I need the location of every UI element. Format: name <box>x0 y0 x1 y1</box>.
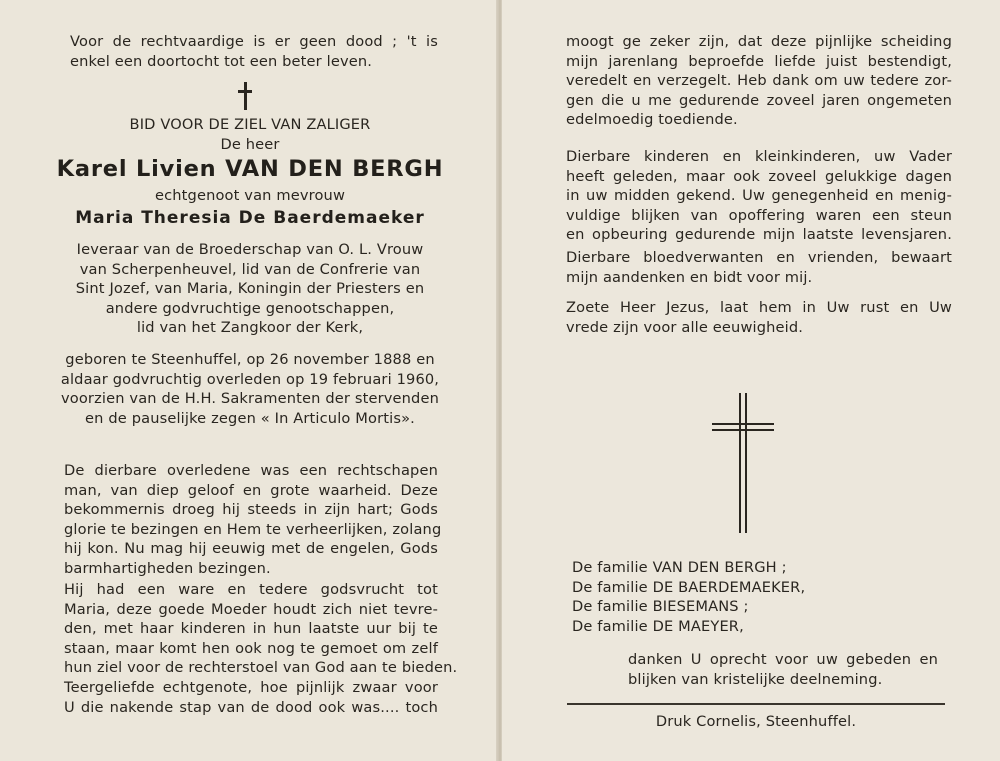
text-line: in uw midden gekend. Uw genegenheid en menig- <box>566 187 952 205</box>
left-page <box>0 0 498 761</box>
text-line: Zoete Heer Jezus, laat hem in Uw rust en Uw <box>566 299 952 316</box>
text-line: U die nakende stap van de dood ook was.... toch <box>64 698 438 716</box>
text-line: Ieveraar van de Broederschap van O. L. Vrouw <box>76 241 424 258</box>
text-line: en de pauselijke zegen « In Articulo Mortis». <box>85 409 415 427</box>
memberships <box>40 240 460 338</box>
life-dates <box>40 350 460 428</box>
text-line: De dierbare overledene was een rechtschapen <box>64 462 438 479</box>
text-line: danken U oprecht voor uw gebeden en <box>628 651 938 668</box>
prayer-line: BID VOOR DE ZIEL VAN ZALIGER <box>129 116 371 133</box>
paragraph-1 <box>566 32 952 130</box>
text-line: vuldige blijken van opoffering waren een steun <box>566 206 952 224</box>
text-line: Maria, deze goede Moeder houdt zich niet tevre- <box>64 600 438 618</box>
text-line: glorie te bezingen en Hem te verheerlijken, zolang <box>64 520 442 538</box>
text-line: hij kon. Nu mag hij eeuwig met de engelen, Gods <box>64 540 438 558</box>
text-line: Sint Jozef, van Maria, Koningin der Priesters en <box>75 280 425 298</box>
text-line: veredelt en verzegelt. Heb dank om uw tedere zor- <box>566 72 952 90</box>
text-line: bekommernis droeg hij steeds in zijn hart; Gods <box>64 501 438 519</box>
text-line: Teergeliefde echtgenote, hoe pijnlijk zwaar voor <box>64 679 438 696</box>
text-line: moogt ge zeker zijn, dat deze pijnlijke scheiding <box>566 33 952 50</box>
text-line: heeft geleden, maar ook zoveel gelukkige dagen <box>566 167 952 185</box>
paragraph-4 <box>566 298 952 337</box>
family-line: De familie VAN DEN BERGH ; <box>572 559 787 576</box>
paragraph-2 <box>64 580 458 678</box>
title-line: De heer <box>220 136 280 153</box>
text-line: en opbeuring gedurende mijn laatste levensjaren. <box>566 226 952 244</box>
paragraph-1 <box>64 461 442 579</box>
text-line: andere godvruchtige genootschappen, <box>105 299 395 317</box>
printer-credit: Druk Cornelis, Steenhuffel. <box>655 713 857 730</box>
text-line: enkel een doortocht tot een beter leven. <box>70 52 373 70</box>
text-line: van Scherpenheuvel, lid van de Confrerie van <box>79 260 421 278</box>
text-line: Voor de rechtvaardige is er geen dood ; 't is <box>70 33 438 50</box>
text-line: staan, maar komt hen ook nog te gemoet om zelf <box>64 639 438 657</box>
cross-icon <box>236 82 254 110</box>
double-cross-icon <box>712 393 774 533</box>
text-line: gen die u me gedurende zoveel jaren ongemeten <box>566 91 952 109</box>
paragraph-3 <box>566 248 952 287</box>
thanks-text <box>628 650 938 689</box>
text-line: voorzien van de H.H. Sakramenten der stervenden <box>60 390 439 408</box>
right-page <box>502 0 1000 761</box>
text-line: aldaar godvruchtig overleden op 19 februari 1960, <box>60 370 440 388</box>
text-line: edelmoedig toediende. <box>566 111 738 129</box>
divider <box>567 703 945 705</box>
text-line: mijn jarenlang beproefde liefde juist bestendigt, <box>566 52 952 70</box>
paragraph-3 <box>64 678 438 717</box>
text-line: den, met haar kinderen in hun laatste uur bij te <box>64 620 438 638</box>
family-line: De familie BIESEMANS ; <box>572 598 749 616</box>
text-line: hun ziel voor de rechterstoel van God aan te bieden. <box>64 659 458 677</box>
spouse-name: Maria Theresia De Baerdemaeker <box>75 208 425 228</box>
text-line: Dierbare bloedverwanten en vrienden, bewaart <box>566 249 952 266</box>
text-line: geboren te Steenhuffel, op 26 november 1888 en <box>65 351 435 368</box>
deceased-name: Karel Livien VAN DEN BERGH <box>56 156 444 182</box>
family-list <box>572 558 872 636</box>
text-line: barmhartigheden bezingen. <box>64 559 271 577</box>
text-line: Dierbare kinderen en kleinkinderen, uw Vader <box>566 148 952 165</box>
paragraph-2 <box>566 147 952 245</box>
text-line: Hij had een ware en tedere godsvrucht tot <box>64 581 438 598</box>
text-line: man, van diep geloof en grote waarheid. Deze <box>64 481 438 499</box>
family-line: De familie DE MAEYER, <box>572 617 744 635</box>
text-line: vrede zijn voor alle eeuwigheid. <box>566 318 804 336</box>
text-line: mijn aandenken en bidt voor mij. <box>566 268 813 286</box>
family-line: De familie DE BAERDEMAEKER, <box>572 578 806 596</box>
text-line: blijken van kristelijke deelneming. <box>628 670 883 688</box>
intro-quote <box>70 32 438 71</box>
spouse-intro: echtgenoot van mevrouw <box>154 187 346 204</box>
text-line: lid van het Zangkoor der Kerk, <box>136 319 364 337</box>
